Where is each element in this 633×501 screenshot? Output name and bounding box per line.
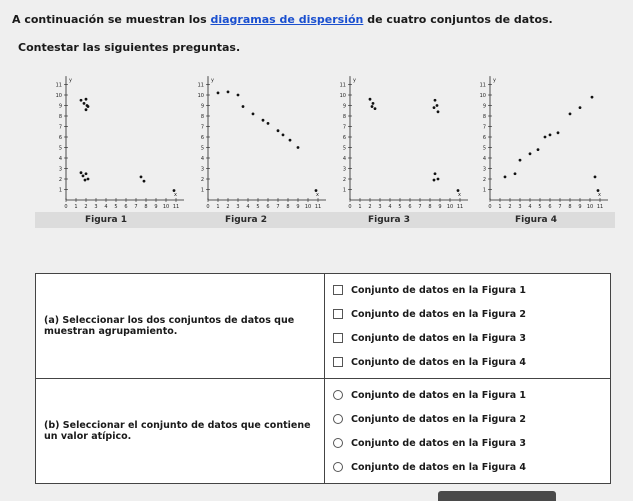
data-point [579, 106, 582, 109]
x-tick-label: 2 [368, 204, 372, 210]
question-b-option-3[interactable] [333, 431, 610, 455]
option-label: Conjunto de datos en la Figura 2 [351, 308, 527, 320]
data-point [544, 136, 547, 139]
y-tick-label: 3 [342, 166, 346, 173]
x-tick-label: 10 [446, 204, 454, 210]
question-a-prompt: (a) Seleccionar los dos conjuntos de datos que muestran agrupamiento. [36, 274, 325, 379]
x-tick-label: 9 [296, 204, 300, 210]
radio-button-icon[interactable] [333, 390, 343, 400]
data-point [83, 102, 86, 105]
x-tick-label: 4 [528, 204, 532, 210]
x-tick-label: 2 [508, 204, 512, 210]
checkbox-icon[interactable] [333, 333, 343, 343]
y-tick-label: 11 [55, 82, 62, 89]
data-point [242, 105, 245, 108]
x-tick-label: 10 [304, 204, 312, 210]
data-point [594, 176, 597, 179]
x-tick-label: 0 [206, 204, 210, 210]
data-point [433, 179, 436, 182]
y-tick-label: 7 [482, 124, 486, 131]
data-point [262, 119, 265, 122]
x-tick-label: 3 [518, 204, 522, 210]
y-tick-label: 9 [342, 103, 346, 110]
x-tick-label: 9 [154, 204, 158, 210]
question-b-prompt: (b) Seleccionar el conjunto de datos que contiene un valor atípico. [36, 379, 325, 484]
data-point [434, 99, 437, 102]
data-point [371, 105, 374, 108]
checkbox-icon[interactable] [333, 357, 343, 367]
y-tick-label: 5 [482, 145, 486, 152]
figure-caption-bar [35, 212, 615, 228]
x-tick-label: 0 [64, 204, 68, 210]
data-point [217, 92, 220, 95]
x-axis-label: x [316, 192, 319, 198]
x-tick-label: 11 [596, 204, 604, 210]
option-label: Conjunto de datos en la Figura 3 [351, 437, 527, 449]
radio-button-icon[interactable] [333, 414, 343, 424]
checkbox-icon[interactable] [333, 285, 343, 295]
x-tick-label: 10 [586, 204, 594, 210]
option-label: Conjunto de datos en la Figura 4 [351, 461, 527, 473]
y-tick-label: 2 [200, 177, 204, 183]
data-point [537, 148, 540, 151]
scatter-plot-figura-3 [334, 70, 474, 210]
y-axis-label: y [493, 77, 496, 84]
y-tick-label: 9 [200, 103, 204, 110]
y-tick-label: 9 [58, 103, 62, 110]
data-point [297, 146, 300, 149]
y-axis-label: y [353, 77, 356, 84]
radio-button-icon[interactable] [333, 438, 343, 448]
y-tick-label: 2 [342, 177, 346, 183]
data-point [374, 107, 377, 110]
x-tick-label: 0 [348, 204, 352, 210]
y-tick-label: 11 [197, 82, 204, 89]
question-b-option-1[interactable] [333, 383, 610, 407]
x-tick-label: 7 [418, 204, 422, 210]
question-b-option-4[interactable] [333, 455, 610, 479]
x-tick-label: 10 [162, 204, 170, 210]
option-label: Conjunto de datos en la Figura 1 [351, 284, 527, 296]
caption-figura-4: Figura 4 [515, 215, 557, 225]
data-point [597, 189, 600, 192]
x-tick-label: 7 [276, 204, 280, 210]
y-tick-label: 4 [342, 156, 346, 162]
y-tick-label: 9 [482, 103, 486, 110]
data-point [591, 96, 594, 99]
y-tick-label: 6 [482, 135, 486, 141]
y-tick-label: 11 [339, 82, 346, 89]
y-tick-label: 1 [342, 187, 346, 194]
data-point [315, 189, 318, 192]
x-tick-label: 0 [488, 204, 492, 210]
x-tick-label: 5 [256, 204, 260, 210]
y-tick-label: 8 [58, 114, 62, 120]
data-point [82, 174, 85, 177]
y-tick-label: 6 [342, 135, 346, 141]
y-axis-label: y [211, 77, 214, 84]
y-tick-label: 4 [58, 156, 62, 162]
y-tick-label: 3 [200, 166, 204, 173]
data-point [140, 176, 143, 179]
x-tick-label: 6 [548, 204, 552, 210]
data-point [433, 106, 436, 109]
question-a-option-3[interactable] [333, 326, 610, 350]
y-tick-label: 1 [482, 187, 486, 194]
y-tick-label: 10 [339, 93, 346, 99]
data-point [85, 172, 88, 175]
data-point [227, 90, 230, 93]
data-point [529, 152, 532, 155]
scatter-diagram-link[interactable]: diagramas de dispersión [210, 13, 364, 26]
x-tick-label: 8 [286, 204, 290, 210]
x-axis-label: x [598, 192, 601, 198]
question-a-options [325, 274, 611, 379]
data-point [437, 178, 440, 181]
y-tick-label: 3 [58, 166, 62, 173]
data-point [437, 110, 440, 113]
y-tick-label: 5 [342, 145, 346, 152]
data-point [289, 139, 292, 142]
x-tick-label: 8 [428, 204, 432, 210]
y-axis-label: y [69, 77, 72, 84]
scatter-plot-figura-4 [474, 70, 614, 210]
x-tick-label: 11 [456, 204, 464, 210]
y-tick-label: 5 [58, 145, 62, 152]
question-a-option-2[interactable] [333, 302, 610, 326]
data-point [80, 171, 83, 174]
data-point [87, 178, 90, 181]
y-tick-label: 8 [200, 114, 204, 120]
option-label: Conjunto de datos en la Figura 1 [351, 389, 527, 401]
data-point [84, 179, 87, 182]
x-tick-label: 7 [558, 204, 562, 210]
x-tick-label: 5 [398, 204, 402, 210]
data-point [436, 104, 439, 107]
data-point [434, 172, 437, 175]
y-tick-label: 7 [342, 124, 346, 131]
y-tick-label: 10 [197, 93, 204, 99]
x-axis-label: x [174, 192, 177, 198]
x-tick-label: 9 [438, 204, 442, 210]
y-tick-label: 4 [200, 156, 204, 162]
y-tick-label: 7 [58, 124, 62, 131]
data-point [282, 134, 285, 137]
x-tick-label: 2 [226, 204, 230, 210]
data-point [85, 108, 88, 111]
option-label: Conjunto de datos en la Figura 4 [351, 356, 527, 368]
x-tick-label: 1 [74, 204, 78, 210]
data-point [549, 134, 552, 137]
x-tick-label: 3 [378, 204, 382, 210]
x-tick-label: 3 [94, 204, 98, 210]
intro-after: de cuatro conjuntos de datos. [363, 13, 553, 26]
data-point [519, 159, 522, 162]
x-tick-label: 6 [124, 204, 128, 210]
question-a-row [36, 274, 611, 379]
x-tick-label: 8 [144, 204, 148, 210]
data-point [252, 113, 255, 116]
x-tick-label: 5 [114, 204, 118, 210]
x-tick-label: 6 [266, 204, 270, 210]
x-tick-label: 4 [246, 204, 250, 210]
data-point [87, 105, 90, 108]
y-tick-label: 8 [482, 114, 486, 120]
caption-figura-2: Figura 2 [225, 215, 267, 225]
data-point [80, 99, 83, 102]
x-tick-label: 1 [216, 204, 220, 210]
x-tick-label: 1 [498, 204, 502, 210]
question-b-row [36, 379, 611, 484]
intro-text [12, 13, 553, 26]
caption-figura-3: Figura 3 [368, 215, 410, 225]
y-tick-label: 1 [200, 187, 204, 194]
bottom-panel-tab[interactable] [438, 491, 556, 501]
x-tick-label: 11 [314, 204, 322, 210]
data-point [237, 94, 240, 97]
x-tick-label: 9 [578, 204, 582, 210]
question-b-options [325, 379, 611, 484]
x-tick-label: 1 [358, 204, 362, 210]
question-a-option-4[interactable] [333, 350, 610, 374]
x-tick-label: 7 [134, 204, 138, 210]
instruction-text: Contestar las siguientes preguntas. [18, 41, 241, 54]
data-point [372, 102, 375, 105]
y-tick-label: 7 [200, 124, 204, 131]
y-tick-label: 10 [479, 93, 486, 99]
data-point [85, 98, 88, 101]
y-tick-label: 3 [482, 166, 486, 173]
option-label: Conjunto de datos en la Figura 3 [351, 332, 527, 344]
radio-button-icon[interactable] [333, 462, 343, 472]
question-a-option-1[interactable] [333, 278, 610, 302]
question-table [35, 273, 611, 484]
y-tick-label: 4 [482, 156, 486, 162]
data-point [143, 180, 146, 183]
y-tick-label: 11 [479, 82, 486, 89]
x-tick-label: 6 [408, 204, 412, 210]
y-tick-label: 1 [58, 187, 62, 194]
data-point [173, 189, 176, 192]
x-tick-label: 5 [538, 204, 542, 210]
scatter-plot-figura-1 [50, 70, 190, 210]
data-point [514, 172, 517, 175]
x-tick-label: 8 [568, 204, 572, 210]
caption-figura-1: Figura 1 [85, 215, 127, 225]
data-point [569, 113, 572, 116]
checkbox-icon[interactable] [333, 309, 343, 319]
y-tick-label: 6 [200, 135, 204, 141]
x-axis-label: x [458, 192, 461, 198]
data-point [557, 131, 560, 134]
y-tick-label: 2 [58, 177, 62, 183]
y-tick-label: 5 [200, 145, 204, 152]
data-point [277, 129, 280, 132]
x-tick-label: 4 [388, 204, 392, 210]
option-label: Conjunto de datos en la Figura 2 [351, 413, 527, 425]
y-tick-label: 2 [482, 177, 486, 183]
x-tick-label: 4 [104, 204, 108, 210]
scatter-plots [0, 70, 633, 210]
y-tick-label: 8 [342, 114, 346, 120]
data-point [369, 98, 372, 101]
question-b-option-2[interactable] [333, 407, 610, 431]
y-tick-label: 6 [58, 135, 62, 141]
x-tick-label: 11 [172, 204, 180, 210]
x-tick-label: 3 [236, 204, 240, 210]
intro-before: A continuación se muestran los [12, 13, 211, 26]
scatter-plot-figura-2 [192, 70, 332, 210]
data-point [457, 189, 460, 192]
data-point [267, 122, 270, 125]
y-tick-label: 10 [55, 93, 62, 99]
x-tick-label: 2 [84, 204, 88, 210]
data-point [504, 176, 507, 179]
